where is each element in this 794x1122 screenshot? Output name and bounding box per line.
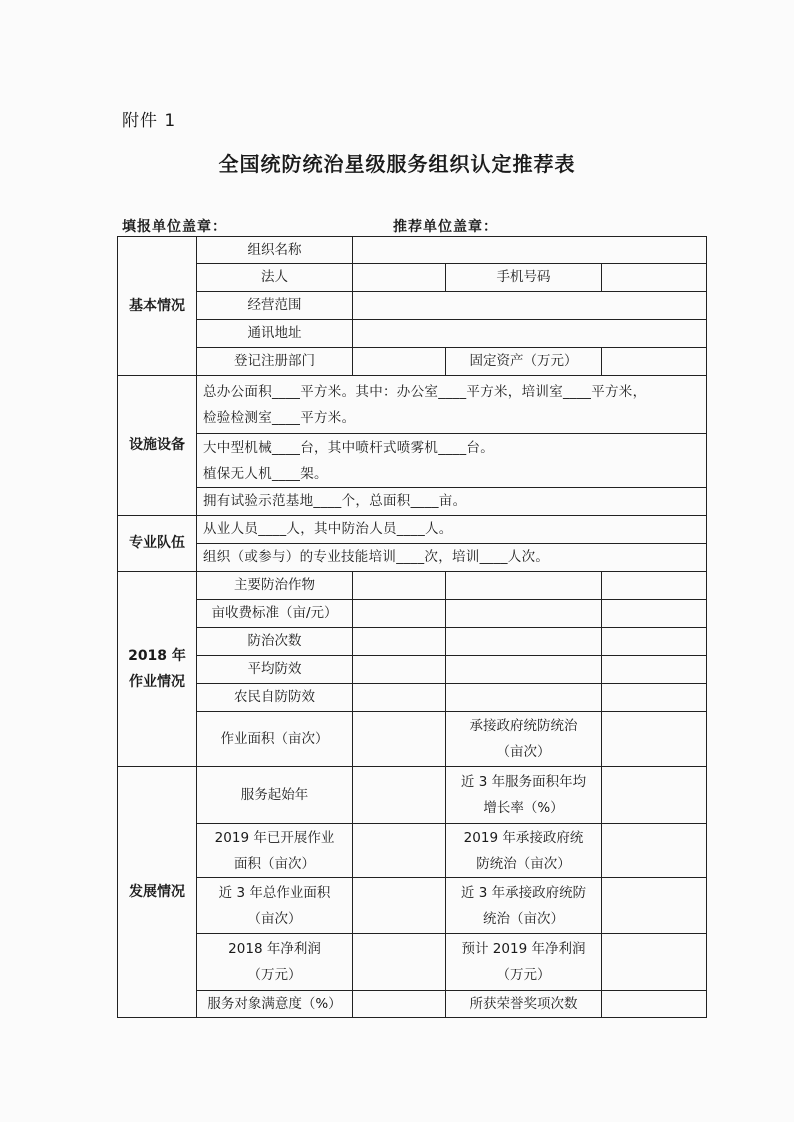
work-area-label: 作业面积（亩次）	[197, 712, 353, 767]
registration-dept-field[interactable]	[353, 348, 446, 376]
business-scope-label: 经营范围	[197, 292, 353, 320]
growth-rate-line1: 近 3 年服务面积年均	[460, 774, 587, 790]
gov-2019-line2: 防统治（亩次）	[476, 855, 571, 872]
section-team: 专业队伍	[118, 516, 197, 572]
gov-area-label	[446, 712, 602, 767]
area-2019-label	[197, 824, 353, 878]
gov-3yr-line1: 近 3 年承接政府统防	[460, 884, 587, 901]
start-year-field[interactable]	[353, 767, 446, 824]
farmer-effect-cell-2[interactable]	[446, 684, 602, 712]
avg-effect-cell-3[interactable]	[602, 656, 707, 684]
attachment-label: 附件 1	[122, 111, 177, 131]
main-crops-label: 主要防治作物	[197, 572, 353, 600]
gov-area-label-line1: 承接政府统防统治	[469, 718, 578, 734]
recommend-unit-seal-label: 推荐单位盖章：	[393, 219, 498, 235]
avg-effect-cell-1[interactable]	[353, 656, 446, 684]
fee-standard-cell-3[interactable]	[602, 600, 707, 628]
times-cell-2[interactable]	[446, 628, 602, 656]
profit-2019-label	[446, 934, 602, 991]
satisfaction-field[interactable]	[353, 991, 446, 1018]
fee-standard-label: 亩收费标准（亩/元）	[197, 600, 353, 628]
section-development: 发展情况	[118, 767, 197, 1018]
main-crops-cell-1[interactable]	[353, 572, 446, 600]
avg-effect-cell-2[interactable]	[446, 656, 602, 684]
times-label: 防治次数	[197, 628, 353, 656]
fixed-assets-field[interactable]	[602, 348, 707, 376]
section-2018-line1: 2018 年	[128, 648, 186, 664]
farmer-effect-cell-3[interactable]	[602, 684, 707, 712]
business-scope-field[interactable]	[353, 292, 707, 320]
profit-2018-label	[197, 934, 353, 991]
gov-3yr-line2: 统治（亩次）	[483, 910, 564, 927]
office-area-field[interactable]	[197, 376, 707, 434]
avg-effect-label: 平均防效	[197, 656, 353, 684]
total-3yr-label	[197, 878, 353, 934]
org-name-field[interactable]	[353, 237, 707, 264]
main-crops-cell-2[interactable]	[446, 572, 602, 600]
times-cell-3[interactable]	[602, 628, 707, 656]
legal-person-label: 法人	[197, 264, 353, 292]
gov-area-label-line2: （亩次）	[496, 744, 551, 760]
fee-standard-cell-1[interactable]	[353, 600, 446, 628]
registration-dept-label: 登记注册部门	[197, 348, 353, 376]
section-2018	[118, 572, 197, 767]
gov-area-field[interactable]	[602, 712, 707, 767]
machinery-field[interactable]	[197, 434, 707, 488]
legal-person-field[interactable]	[353, 264, 446, 292]
area-2019-field[interactable]	[353, 824, 446, 878]
machinery-line: 大中型机械____台，其中喷杆式喷雾机____台。	[203, 439, 494, 456]
total-3yr-line1: 近 3 年总作业面积	[218, 884, 331, 901]
total-3yr-field[interactable]	[353, 878, 446, 934]
growth-rate-label	[446, 767, 602, 824]
growth-rate-line2: 增长率（%）	[483, 800, 564, 816]
total-3yr-line2: （亩次）	[247, 910, 302, 927]
profit-2018-line1: 2018 年净利润	[228, 941, 321, 957]
phone-label: 手机号码	[446, 264, 602, 292]
office-area-line2: 检验检测室____平方米。	[203, 409, 356, 426]
fee-standard-cell-2[interactable]	[446, 600, 602, 628]
phone-field[interactable]	[602, 264, 707, 292]
gov-3yr-field[interactable]	[602, 878, 707, 934]
times-cell-1[interactable]	[353, 628, 446, 656]
growth-rate-field[interactable]	[602, 767, 707, 824]
honors-field[interactable]	[602, 991, 707, 1018]
section-basic: 基本情况	[118, 237, 197, 376]
gov-2019-label	[446, 824, 602, 878]
office-area-line1: 总办公面积____平方米。其中：办公室____平方米，培训室____平方米，	[203, 383, 647, 400]
farmer-effect-cell-1[interactable]	[353, 684, 446, 712]
main-crops-cell-3[interactable]	[602, 572, 707, 600]
profit-2019-field[interactable]	[602, 934, 707, 991]
area-2019-line1: 2019 年已开展作业	[214, 829, 335, 846]
section-facilities: 设施设备	[118, 376, 197, 516]
recommendation-form-table	[117, 236, 707, 1018]
org-name-label: 组织名称	[197, 237, 353, 264]
work-area-field[interactable]	[353, 712, 446, 767]
training-field[interactable]: 组织（或参与）的专业技能培训____次，培训____人次。	[197, 544, 707, 572]
address-field[interactable]	[353, 320, 707, 348]
profit-2018-line2: （万元）	[247, 967, 302, 983]
gov-2019-field[interactable]	[602, 824, 707, 878]
gov-2019-line1: 2019 年承接政府统	[463, 829, 584, 846]
fixed-assets-label: 固定资产（万元）	[446, 348, 602, 376]
honors-label: 所获荣誉奖项次数	[446, 991, 602, 1018]
farmer-effect-label: 农民自防防效	[197, 684, 353, 712]
profit-2019-line2: （万元）	[496, 967, 551, 983]
gov-3yr-label	[446, 878, 602, 934]
start-year-label: 服务起始年	[197, 767, 353, 824]
staff-field[interactable]: 从业人员____人，其中防治人员____人。	[197, 516, 707, 544]
drone-line: 植保无人机____架。	[203, 465, 328, 482]
section-2018-line2: 作业情况	[129, 674, 185, 690]
satisfaction-label: 服务对象满意度（%）	[197, 991, 353, 1018]
fill-unit-seal-label: 填报单位盖章：	[122, 219, 227, 235]
profit-2018-field[interactable]	[353, 934, 446, 991]
page-title: 全国统防统治星级服务组织认定推荐表	[218, 152, 576, 176]
profit-2019-line1: 预计 2019 年净利润	[461, 941, 586, 957]
area-2019-line2: 面积（亩次）	[234, 855, 315, 872]
address-label: 通讯地址	[197, 320, 353, 348]
base-field[interactable]: 拥有试验示范基地____个，总面积____亩。	[197, 488, 707, 516]
